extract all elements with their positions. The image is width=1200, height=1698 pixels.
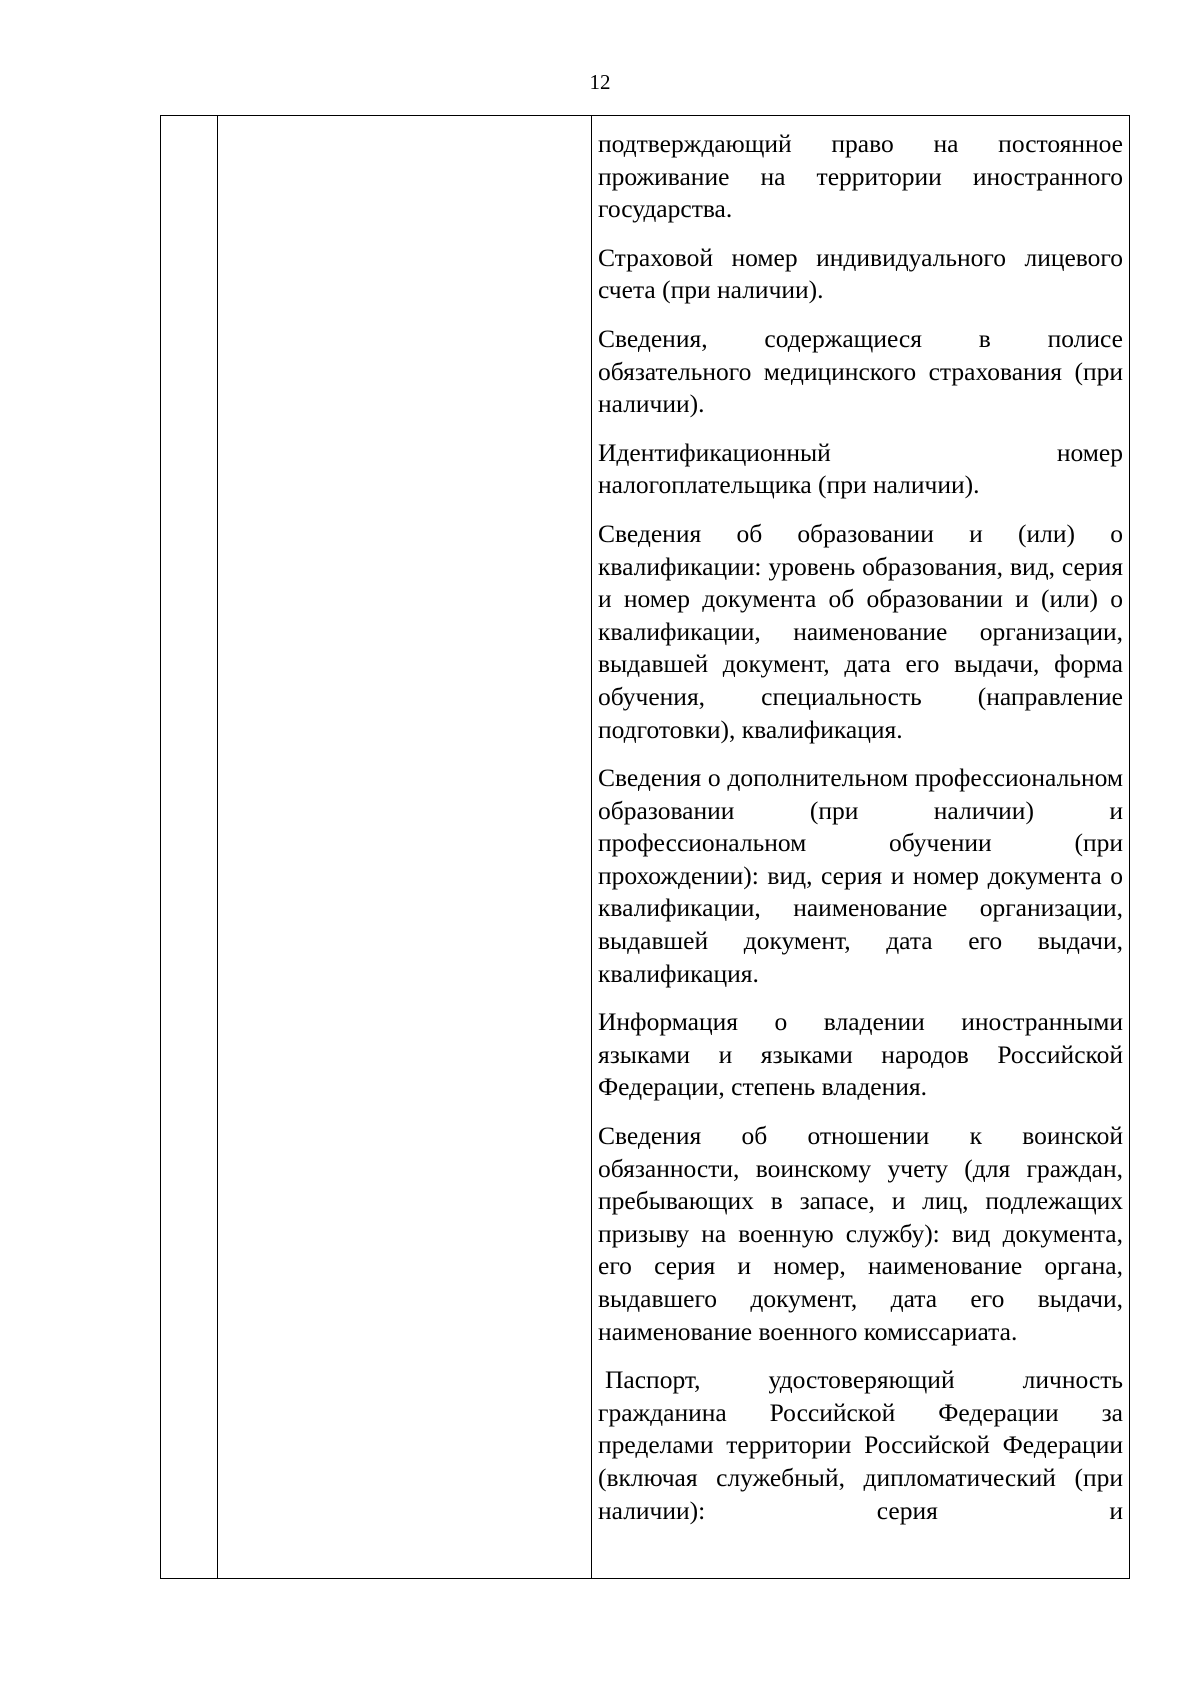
table-row	[161, 116, 1130, 1579]
category-cell	[218, 116, 592, 1579]
paragraph-insurance-number: Страховой номер индивидуального лицевого счета (при наличии).	[598, 242, 1123, 305]
content-cell	[592, 116, 1130, 1579]
number-cell	[161, 116, 218, 1579]
paragraph-education: Сведения об образовании и (или) о квалификации: уровень образования, вид, серия и номер документа об образовании и (или) о квалификации, наименование организации, выдавшей документ, дата его выдачи, форма обучения, специальность (направление подготовки), квалификация.	[598, 518, 1123, 744]
paragraph-medical-policy: Сведения, содержащиеся в полисе обязательного медицинского страхования (при наличии).	[598, 323, 1123, 419]
paragraph-foreign-passport: Паспорт, удостоверяющий личность гражданина Российской Федерации за пределами территории Российской Федерации (включая служебный, дипломатический (при наличии): серия и	[598, 1365, 1123, 1525]
paragraph-taxpayer-id: Идентификационный номер налогоплательщика (при наличии).	[598, 437, 1123, 500]
paragraph-additional-education: Сведения о дополнительном профессиональном образовании (при наличии) и профессиональном обучении (при прохождении): вид, серия и номер документа о квалификации, наименование организации, выдавшей документ, дата его выдачи, квалификация.	[598, 763, 1123, 988]
paragraph-languages: Информация о владении иностранными языками и языками народов Российской Федерации, степень владения.	[598, 1007, 1123, 1102]
content-cell-text	[592, 116, 1129, 1527]
page-number: 12	[589, 70, 611, 94]
document-table	[160, 115, 1130, 1579]
paragraph-residence-document-end: подтверждающий право на постоянное проживание на территории иностранного государства.	[598, 129, 1123, 224]
paragraph-military-duty: Сведения об отношении к воинской обязанности, воинскому учету (для граждан, пребывающих в запасе, и лиц, подлежащих призыву на военную службу): вид документа, его серия и номер, наименование органа, выдавшего документ, дата его выдачи, наименование военного комиссариата.	[598, 1121, 1123, 1346]
